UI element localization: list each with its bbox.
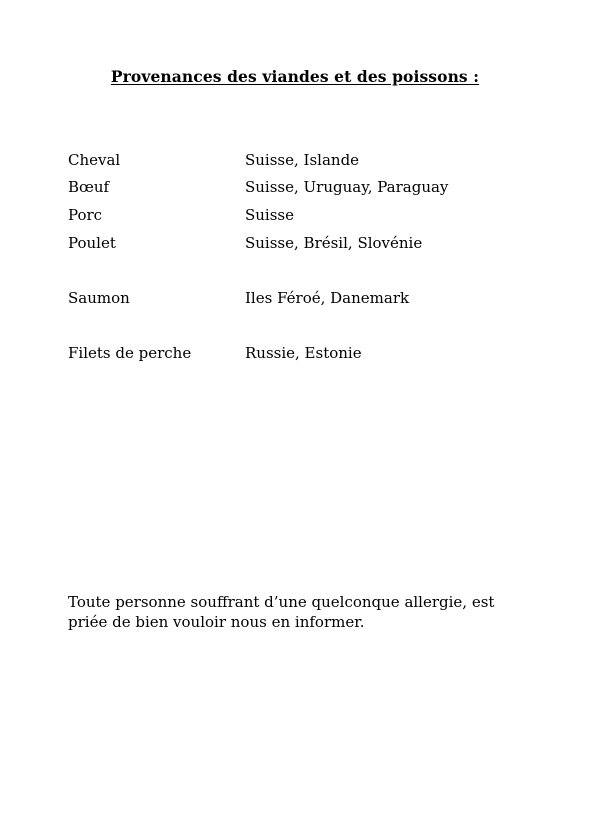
fish-label: Saumon <box>68 289 130 307</box>
origin-row-boeuf <box>68 177 548 197</box>
origin-row-porc <box>68 205 548 225</box>
allergy-note: Toute personne souffrant d’une quelconque allergie, est priée de bien vouloir nous en informer. <box>68 593 495 631</box>
page-title: Provenances des viandes et des poissons : <box>110 67 480 86</box>
origin-row-saumon <box>68 288 548 308</box>
origin-text: Iles Féroé, Danemark <box>245 289 410 307</box>
origin-text: Suisse, Islande <box>245 151 360 169</box>
meat-label: Porc <box>68 206 103 224</box>
fish-label: Filets de perche <box>68 344 192 362</box>
origin-text: Suisse <box>245 206 295 224</box>
meat-label: Bœuf <box>68 178 110 196</box>
meat-label: Cheval <box>68 151 121 169</box>
origin-text: Suisse, Brésil, Slovénie <box>245 234 423 252</box>
meat-label: Poulet <box>68 234 116 252</box>
origin-text: Suisse, Uruguay, Paraguay <box>245 178 449 196</box>
origin-row-cheval <box>68 150 548 170</box>
origin-text: Russie, Estonie <box>245 344 362 362</box>
origin-row-filets-de-perche <box>68 343 548 363</box>
origin-row-poulet <box>68 233 548 253</box>
